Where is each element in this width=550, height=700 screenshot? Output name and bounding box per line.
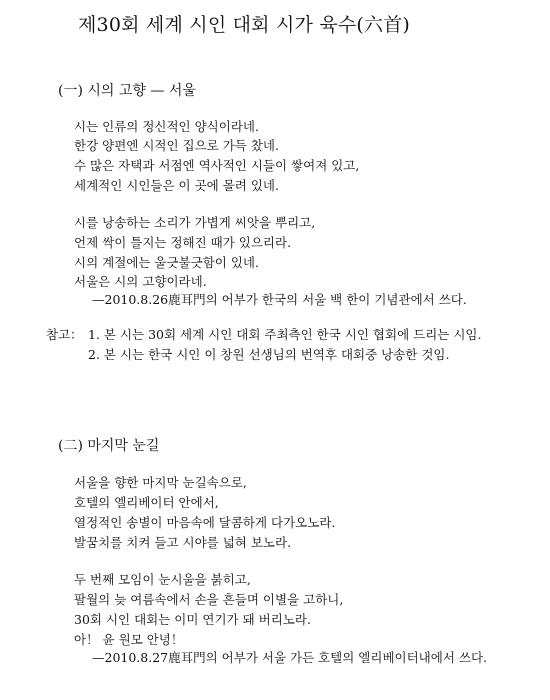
poem-2-heading: (二) 마지막 눈길: [58, 438, 160, 454]
poem-1-line: 한강 양편엔 시적인 집으로 가득 찼네.: [74, 138, 279, 153]
poem-1-line: 세계적인 시인들은 이 곳에 몰려 있네.: [74, 178, 279, 193]
poem-2-line: 열정적인 송별이 마음속에 달콤하게 다가오노라.: [74, 515, 336, 530]
poem-2-line: 두 번째 모임이 눈시울을 붉히고,: [74, 572, 251, 587]
poem-2-line: 아！ 윤 원모 안녕！: [74, 632, 184, 647]
page-title: 제30회 세계 시인 대회 시가 육수(六首): [78, 14, 411, 36]
note-item: 2. 본 시는 한국 시인 이 창원 선생님의 번역후 대회중 낭송한 것임.: [88, 347, 450, 362]
poem-2-line: 서울을 향한 마지막 눈길속으로,: [74, 475, 247, 490]
poem-2-line: 30회 시인 대회는 이미 연기가 돼 버리노라.: [74, 612, 311, 627]
poem-1-line: 언제 싹이 틀지는 정해진 때가 있으리라.: [74, 235, 292, 250]
poem-1-line: 시를 낭송하는 소리가 가볍게 씨앗을 뿌리고,: [74, 215, 316, 230]
poem-1-line: 시의 계절에는 울긋불긋함이 있네.: [74, 255, 259, 270]
poem-2-line: 팔월의 늦 여름속에서 손을 흔들며 이별을 고하니,: [74, 592, 344, 607]
poem-1-line: 수 많은 자택과 서점엔 역사적인 시들이 쌓여져 있고,: [74, 158, 360, 173]
poem-2-signature: —2010.8.27鹿耳門의 어부가 서울 가든 호텔의 엘리베이터내에서 쓰다.: [92, 650, 488, 665]
poem-1-line: 시는 인류의 정신적인 양식이라네.: [74, 119, 259, 134]
poem-2-line: 호텔의 엘리베이터 안에서,: [74, 495, 219, 510]
poem-1-line: 서울은 시의 고향이라네.: [74, 274, 207, 289]
note-item: 1. 본 시는 30회 세계 시인 대회 주최측인 한국 시인 협회에 드리는 시임.: [88, 327, 482, 342]
notes-label: 참고：: [46, 327, 83, 342]
poem-2-line: 발꿈치를 치켜 들고 시야를 넓혀 보노라.: [74, 535, 292, 550]
poem-1-signature: —2010.8.26鹿耳門의 어부가 한국의 서울 백 한이 기념관에서 쓰다.: [92, 292, 467, 307]
poem-1-heading: (一) 시의 고향 — 서울: [58, 83, 196, 99]
